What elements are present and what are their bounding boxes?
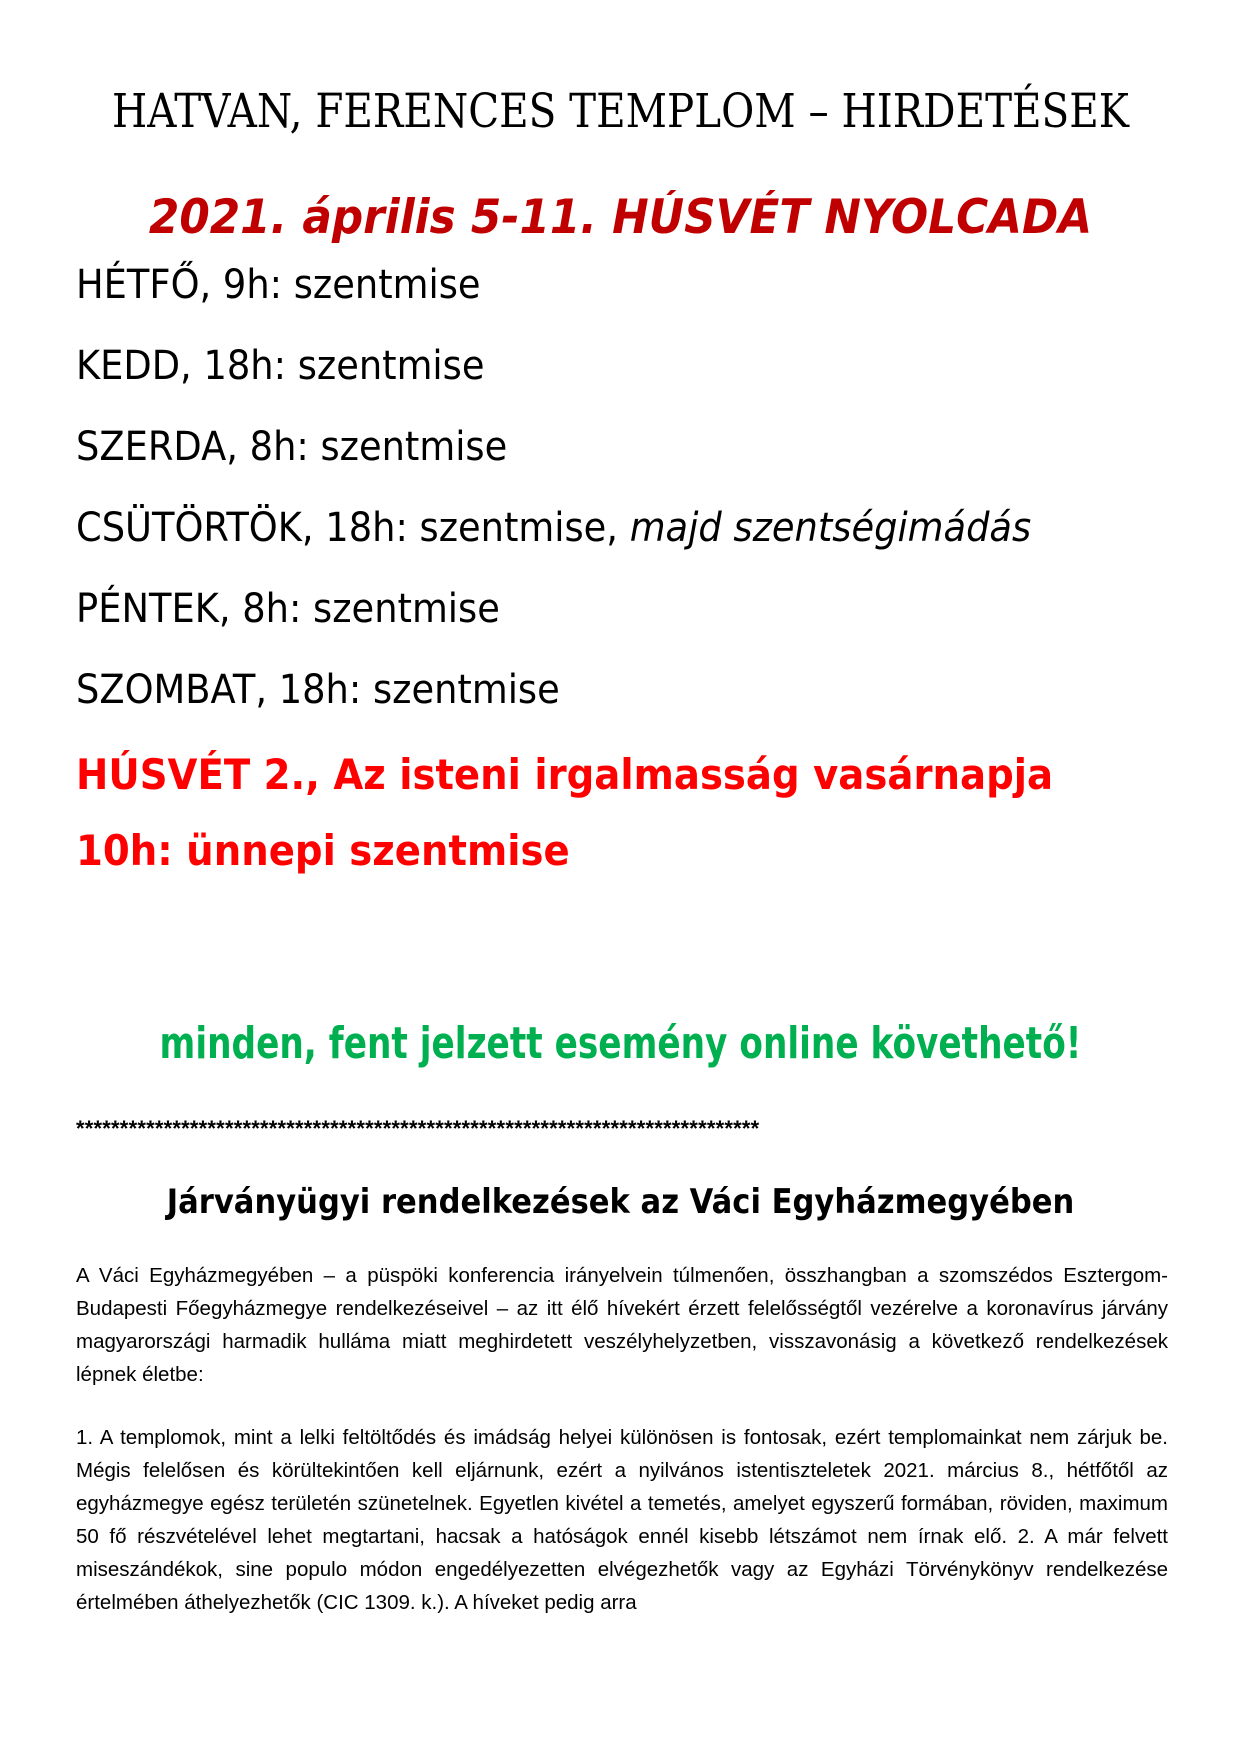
- schedule-wednesday: SZERDA, 8h: szentmise: [76, 424, 508, 470]
- schedule-friday: PÉNTEK, 8h: szentmise: [76, 586, 500, 632]
- regulations-paragraph-2: 1. A templomok, mint a lelki feltöltődés és imádság helyei különösen is fontosak, ezért templomainkat nem zárjuk be. Mégis felelősen és körültekintően kell eljárnunk, ezért a nyilvános istentiszteletek 2021. március 8., hétfőtől az egyházmegye egész területén szünetelnek. Egyetlen kivétel a temetés, amelyet egyszerű formában, röviden, maximum 50 fő részvételével lehet megtartani, hacsak a hatóságok ennél kisebb létszámot nem írnak elő. 2. A már felvett miseszándékok, sine populo módon engedélyezetten elvégezhetők vagy az Egyházi Törvénykönyv rendelkezése értelmében áthelyezhetők (CIC 1309. k.). A híveket pedig arra: [76, 1426, 1168, 1614]
- sunday-mass: 10h: ünnepi szentmise: [76, 826, 570, 875]
- week-subtitle: 2021. április 5-11. HÚSVÉT NYOLCADA: [148, 190, 1093, 245]
- schedule-saturday: SZOMBAT, 18h: szentmise: [76, 667, 560, 713]
- online-notice: minden, fent jelzett esemény online követhető!: [159, 1018, 1082, 1069]
- regulations-heading: Járványügyi rendelkezések az Váci Egyházmegyében: [166, 1182, 1075, 1222]
- regulations-paragraph-1: A Váci Egyházmegyében – a püspöki konferencia irányelvein túlmenően, összhangban a szomszédos Esztergom-Budapesti Főegyházmegye rendelkezéseivel – az itt élő hívekért érzett felelősségtől vezérelve a koronavírus járvány magyarországi harmadik hulláma miatt meghirdetett veszélyhelyzetben, visszavonásig a következő rendelkezések lépnek életbe:: [76, 1264, 1168, 1386]
- sunday-heading: HÚSVÉT 2., Az isteni irgalmasság vasárnapja: [76, 750, 1054, 799]
- schedule-monday: HÉTFŐ, 9h: szentmise: [76, 262, 481, 308]
- separator: ******************************************************************************: [76, 1116, 760, 1141]
- schedule-thursday-adoration: majd szentségimádás: [629, 505, 1032, 551]
- schedule-thursday: [76, 505, 1031, 551]
- schedule-tuesday: KEDD, 18h: szentmise: [76, 343, 485, 389]
- page-title: HATVAN, FERENCES TEMPLOM – HIRDETÉSEK: [112, 84, 1129, 139]
- schedule-thursday-main: CSÜTÖRTÖK, 18h: szentmise,: [76, 505, 630, 551]
